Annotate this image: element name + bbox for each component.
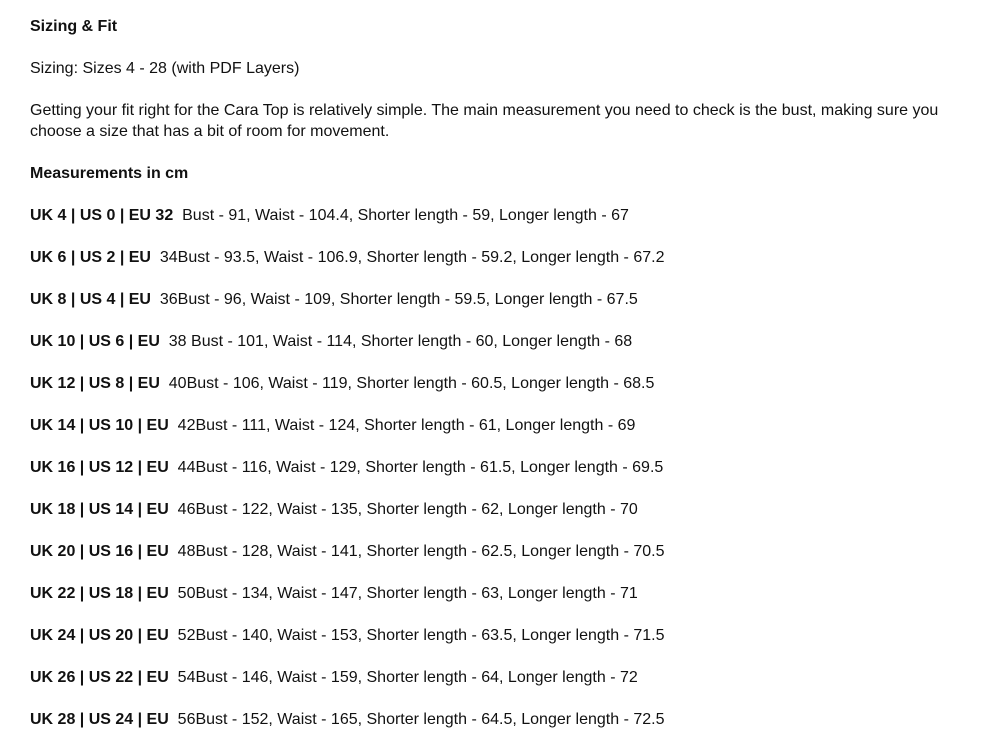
size-row <box>30 625 664 646</box>
size-label: UK 26 | US 22 | EU <box>30 669 169 686</box>
size-row <box>30 289 638 310</box>
size-measurements: 56Bust - 152, Waist - 165, Shorter length - 64.5, Longer length - 72.5 <box>168 711 665 728</box>
size-label: UK 8 | US 4 | EU <box>30 291 151 308</box>
sizing-line: Sizing: Sizes 4 - 28 (with PDF Layers) <box>30 60 300 77</box>
size-measurements: 52Bust - 140, Waist - 153, Shorter length - 63.5, Longer length - 71.5 <box>168 627 665 644</box>
size-row <box>30 331 632 352</box>
size-row <box>30 205 629 226</box>
size-label: UK 16 | US 12 | EU <box>30 459 169 476</box>
size-label: UK 14 | US 10 | EU <box>30 417 169 434</box>
measurements-title: Measurements in cm <box>30 165 189 182</box>
size-label: UK 10 | US 6 | EU <box>30 333 160 350</box>
size-measurements: 46Bust - 122, Waist - 135, Shorter length - 62, Longer length - 70 <box>168 501 638 518</box>
section-title: Sizing & Fit <box>30 18 118 35</box>
size-label: UK 6 | US 2 | EU <box>30 249 151 266</box>
intro-paragraph: Getting your fit right for the Cara Top is relatively simple. The main measurement you need to check is the bust, making sure you choose a size that has a bit of room for movement. <box>30 102 939 140</box>
size-label: UK 28 | US 24 | EU <box>30 711 169 728</box>
size-label: UK 18 | US 14 | EU <box>30 501 169 518</box>
size-row <box>30 499 638 520</box>
size-label: UK 22 | US 18 | EU <box>30 585 169 602</box>
size-row <box>30 667 638 688</box>
size-label: UK 12 | US 8 | EU <box>30 375 160 392</box>
size-measurements: Bust - 91, Waist - 104.4, Shorter length - 59, Longer length - 67 <box>173 207 629 224</box>
size-row <box>30 247 664 268</box>
size-row <box>30 415 635 436</box>
size-row <box>30 457 663 478</box>
size-row <box>30 709 664 730</box>
size-measurements: 54Bust - 146, Waist - 159, Shorter length - 64, Longer length - 72 <box>168 669 638 686</box>
size-measurements: 42Bust - 111, Waist - 124, Shorter length - 61, Longer length - 69 <box>168 417 636 434</box>
size-row <box>30 583 638 604</box>
size-label: UK 4 | US 0 | EU 32 <box>30 207 174 224</box>
size-measurements: 44Bust - 116, Waist - 129, Shorter length - 61.5, Longer length - 69.5 <box>168 459 664 476</box>
size-measurements: 40Bust - 106, Waist - 119, Shorter length - 60.5, Longer length - 68.5 <box>159 375 655 392</box>
size-measurements: 48Bust - 128, Waist - 141, Shorter length - 62.5, Longer length - 70.5 <box>168 543 665 560</box>
size-label: UK 20 | US 16 | EU <box>30 543 169 560</box>
size-measurements: 38 Bust - 101, Waist - 114, Shorter length - 60, Longer length - 68 <box>159 333 633 350</box>
size-measurements: 34Bust - 93.5, Waist - 106.9, Shorter length - 59.2, Longer length - 67.2 <box>150 249 665 266</box>
size-label: UK 24 | US 20 | EU <box>30 627 169 644</box>
size-row <box>30 373 654 394</box>
size-measurements: 50Bust - 134, Waist - 147, Shorter length - 63, Longer length - 71 <box>168 585 638 602</box>
size-row <box>30 541 664 562</box>
size-measurements: 36Bust - 96, Waist - 109, Shorter length - 59.5, Longer length - 67.5 <box>150 291 638 308</box>
